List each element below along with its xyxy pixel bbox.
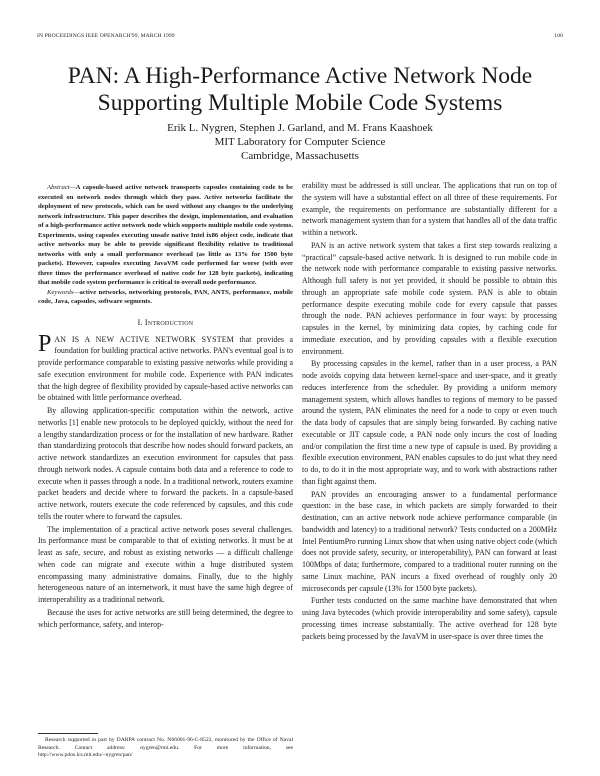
intro-paragraph-4: Because the uses for active networks are still being determined, the degree to which performance, safety, and interop-	[38, 607, 293, 629]
abstract	[38, 183, 293, 288]
right-column	[302, 180, 557, 642]
keywords-lead: Keywords—	[47, 288, 80, 296]
author-block	[30, 121, 570, 163]
running-header	[37, 33, 563, 43]
intro-paragraph-1	[38, 330, 293, 405]
intro-paragraph-3: The implementation of a practical active network poses several challenges. Its performance must be comparable to that of existing networks. It must be at least as safe, secure, and robust as existing networks — a difficult challenge when code can migrate and execute within a huge distributed system encompassing many administrative domains. Finally, due to the highly heterogeneous nature of an internetwork, it must have the same high degree of interoperability as a traditional network.	[38, 524, 293, 604]
intro-paragraph-2: By allowing application-specific computation within the network, active networks [1] enable new protocols to be deployed quickly, without the need for a lengthy standardization process or for the installation of new hardware. Rather than standardizing protocols that describe how nodes should forward packets, an active network standardizes an execution environment for capsules that pass through network nodes. A capsule contains both data and a reference to code to execute when it passes through a node. In a traditional network, routers examine packet headers and decide where to forward the packets. In a capsule-based active network, routers execute the code referenced by capsules, and this code tells the router where to forward the capsules.	[38, 406, 293, 521]
right-paragraph-4: Further tests conducted on the same machine have demonstrated that when using Java bytecodes (which provide interoperability and some safety), capsule processing times increase substantially. The active overhead for 128 byte packets being processed by the JavaVM in user-space is over three times the	[302, 596, 557, 641]
abstract-text: A capsule-based active network transports capsules containing code to be executed on network nodes through which they pass. Active networks facilitate the deployment of new protocols, which can be used without any changes to the underlying network infrastructure. This paper describes the design, implementation, and evaluation of a high-performance active network node which supports multiple mobile code systems. Experiments, using capsules executing unsafe native Intel ix86 object code, indicate that active networks may be able to provide significant flexibility relative to traditional networks with only a small performance overhead (as little as 13% for 1500 byte packets). However, capsules executing JavaVM code performed far worse (with over three times the performance overhead of native code for 128 byte packets), indicating that mobile code system performance is critical to overall node performance.	[38, 184, 293, 286]
paper-title	[30, 63, 570, 117]
author-location: Cambridge, Massachusetts	[241, 150, 359, 162]
footnote-rule	[38, 733, 98, 734]
intro-smallcaps-lead: AN IS A NEW ACTIVE NETWORK SYSTEM	[54, 334, 235, 344]
title-line-2: Supporting Multiple Mobile Code Systems	[97, 90, 503, 116]
footnote: Research supported in part by DARPA contract No. N66001-96-C-8522, monitored by the Office of Naval Research. Contact address: nygren@mit.edu. For more information, see http://www.pdos.lcs.mit.edu/~nygren/pan/	[38, 737, 293, 759]
abstract-lead: Abstract—	[47, 184, 76, 191]
page-number: 100	[554, 33, 563, 39]
right-paragraph-3: PAN provides an encouraging answer to a fundamental performance question: in the base case, in which packets are simply forwarded to their destination, can an active network node achieve performance comparable (in bandwidth and latency) to a traditional network? Tests conducted on a 200MHz Intel PentiumPro running Linux show that when using native object code (which does not provide safety, security, or interoperability), PAN can forward at least 100Mbps of data; furthermore, compared to a traditional router running on the same Linux machine, PAN incurs a fixed overhead of roughly only 20 microseconds per capsule (13% for 1500 byte packets).	[302, 489, 557, 593]
section-heading-introduction: I. Introduction	[137, 317, 194, 327]
author-names: Erik L. Nygren, Stephen J. Garland, and M. Frans Kaashoek	[167, 122, 433, 134]
right-paragraph-0: erability must be addressed is still unclear. The applications that run on top of the system will have a substantial effect on all three of these requirements. For example, the requirements on performance are substantially different for a network management system than for a system that handles all of the data traffic within a network.	[302, 181, 557, 237]
right-paragraph-1: PAN is an active network system that takes a first step towards realizing a “practical” capsule-based active network. It is designed to run mobile code in the network node with performance comparable to existing passive networks. Although full safety is not yet provided, it should be possible to obtain this through an appropriate safe mobile code system. PAN is able to obtain performance despite executing mobile code for every capsule that passes through the node. PAN achieves performance in four ways: by processing capsules in the kernel, by minimizing data copies, by caching code for immediate execution, and by providing capsules with a flexible execution environment.	[302, 240, 557, 356]
drop-cap: P	[38, 330, 52, 357]
intro-paragraph-1-text: that provides a foundation for building practical active networks. PAN's eventual goal is to provide performance comparable to existing passive networks while providing a safe execution environment for mobile code. Experience with PAN indicates that the high degree of flexibility provided by capsule-based active networks can be obtained with little performance overhead.	[38, 334, 293, 403]
right-paragraph-2: By processing capsules in the kernel, rather than in a user process, a PAN node avoids copying data between kernel-space and user-space, and it greatly reduces interference from the scheduler. By providing a uniform memory management system, which allows handles to regions of memory to be passed around the system, PAN eliminates the need for a node to copy or even touch the data body of capsules that are simply being forwarded. By caching native executable or JIT capsule code, a PAN node only incurs the cost of loading and/or compilation the first time a new type of capsule is used. By providing a flexible execution environment, PAN enables capsules to do just what they need to do, to do it in the most appropriate way, and to work with abstractions rather than fight against them.	[302, 359, 557, 486]
left-column	[38, 183, 293, 630]
keywords-text: active networks, networking protocols, PAN, ANTS, performance, mobile code, Java, capsules, software segments.	[38, 288, 293, 305]
title-line-1: PAN: A High-Performance Active Network Node	[67, 63, 533, 89]
running-header-left: IN PROCEEDINGS IEEE OPENARCH'99, MARCH 1999	[37, 33, 175, 39]
keywords	[38, 288, 293, 307]
author-affiliation: MIT Laboratory for Computer Science	[214, 136, 386, 148]
